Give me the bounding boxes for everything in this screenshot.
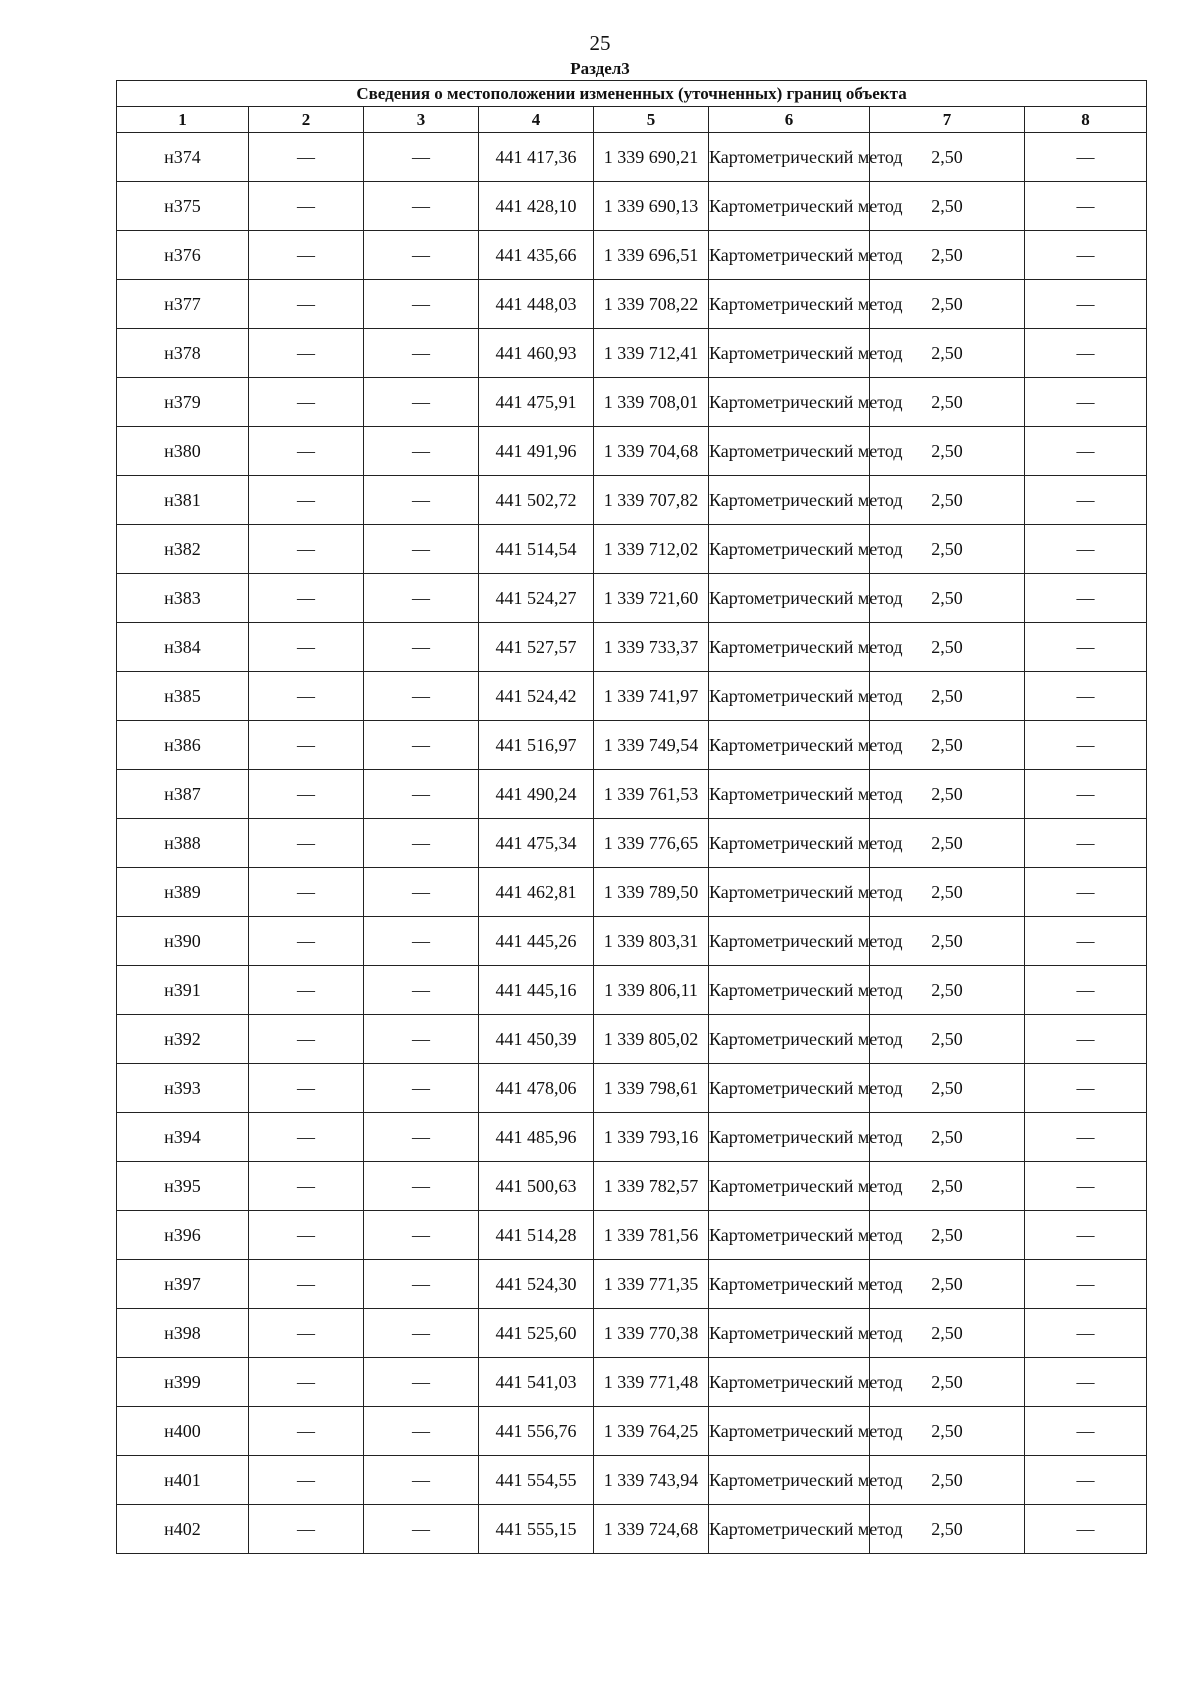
x-coordinate-cell: 441 448,03 [479,280,594,329]
table-row [117,231,1147,280]
col2-cell: — [249,917,364,966]
accuracy-cell: 2,50 [870,427,1025,476]
table-row [117,427,1147,476]
col8-cell: — [1025,1064,1147,1113]
col2-cell: — [249,1064,364,1113]
method-cell: Картометрический метод [709,231,870,280]
point-id-cell: н401 [117,1456,249,1505]
x-coordinate-cell: 441 475,34 [479,819,594,868]
x-coordinate-cell: 441 475,91 [479,378,594,427]
x-coordinate-cell: 441 514,54 [479,525,594,574]
x-coordinate-cell: 441 450,39 [479,1015,594,1064]
col2-cell: — [249,231,364,280]
col2-cell: — [249,672,364,721]
col3-cell: — [364,525,479,574]
col3-cell: — [364,1309,479,1358]
table-row [117,1407,1147,1456]
point-id-cell: н397 [117,1260,249,1309]
col8-cell: — [1025,280,1147,329]
accuracy-cell: 2,50 [870,574,1025,623]
x-coordinate-cell: 441 554,55 [479,1456,594,1505]
y-coordinate-cell: 1 339 690,21 [594,133,709,182]
column-number-1: 1 [117,107,249,133]
method-cell: Картометрический метод [709,1211,870,1260]
col8-cell: — [1025,1113,1147,1162]
point-id-cell: н381 [117,476,249,525]
method-cell: Картометрический метод [709,1260,870,1309]
col3-cell: — [364,280,479,329]
method-cell: Картометрический метод [709,966,870,1015]
col8-cell: — [1025,329,1147,378]
method-cell: Картометрический метод [709,917,870,966]
column-number-6: 6 [709,107,870,133]
accuracy-cell: 2,50 [870,623,1025,672]
y-coordinate-cell: 1 339 707,82 [594,476,709,525]
x-coordinate-cell: 441 514,28 [479,1211,594,1260]
method-cell: Картометрический метод [709,868,870,917]
x-coordinate-cell: 441 525,60 [479,1309,594,1358]
point-id-cell: н395 [117,1162,249,1211]
y-coordinate-cell: 1 339 712,41 [594,329,709,378]
accuracy-cell: 2,50 [870,1064,1025,1113]
point-id-cell: н380 [117,427,249,476]
table-row [117,623,1147,672]
accuracy-cell: 2,50 [870,1358,1025,1407]
y-coordinate-cell: 1 339 798,61 [594,1064,709,1113]
y-coordinate-cell: 1 339 805,02 [594,1015,709,1064]
point-id-cell: н400 [117,1407,249,1456]
col3-cell: — [364,721,479,770]
method-cell: Картометрический метод [709,182,870,231]
accuracy-cell: 2,50 [870,1505,1025,1554]
col2-cell: — [249,280,364,329]
method-cell: Картометрический метод [709,476,870,525]
x-coordinate-cell: 441 462,81 [479,868,594,917]
col8-cell: — [1025,1260,1147,1309]
col2-cell: — [249,1113,364,1162]
column-number-3: 3 [364,107,479,133]
table-row [117,966,1147,1015]
accuracy-cell: 2,50 [870,1456,1025,1505]
method-cell: Картометрический метод [709,623,870,672]
x-coordinate-cell: 441 556,76 [479,1407,594,1456]
point-id-cell: н398 [117,1309,249,1358]
column-number-row [117,107,1147,133]
table-row [117,329,1147,378]
y-coordinate-cell: 1 339 806,11 [594,966,709,1015]
col8-cell: — [1025,623,1147,672]
col2-cell: — [249,623,364,672]
y-coordinate-cell: 1 339 789,50 [594,868,709,917]
col3-cell: — [364,1456,479,1505]
point-id-cell: н394 [117,1113,249,1162]
x-coordinate-cell: 441 524,42 [479,672,594,721]
accuracy-cell: 2,50 [870,1113,1025,1162]
x-coordinate-cell: 441 428,10 [479,182,594,231]
col3-cell: — [364,1015,479,1064]
method-cell: Картометрический метод [709,721,870,770]
col2-cell: — [249,133,364,182]
method-cell: Картометрический метод [709,1162,870,1211]
point-id-cell: н388 [117,819,249,868]
table-row [117,1260,1147,1309]
table-caption: Сведения о местоположении измененных (уточненных) границ объекта [117,81,1147,107]
col8-cell: — [1025,133,1147,182]
y-coordinate-cell: 1 339 696,51 [594,231,709,280]
col8-cell: — [1025,231,1147,280]
col8-cell: — [1025,1456,1147,1505]
y-coordinate-cell: 1 339 724,68 [594,1505,709,1554]
accuracy-cell: 2,50 [870,721,1025,770]
point-id-cell: н383 [117,574,249,623]
col2-cell: — [249,1505,364,1554]
column-number-7: 7 [870,107,1025,133]
accuracy-cell: 2,50 [870,1211,1025,1260]
accuracy-cell: 2,50 [870,672,1025,721]
x-coordinate-cell: 441 541,03 [479,1358,594,1407]
method-cell: Картометрический метод [709,378,870,427]
col3-cell: — [364,966,479,1015]
col3-cell: — [364,574,479,623]
col3-cell: — [364,231,479,280]
method-cell: Картометрический метод [709,133,870,182]
table-row [117,574,1147,623]
x-coordinate-cell: 441 555,15 [479,1505,594,1554]
col8-cell: — [1025,721,1147,770]
table-row [117,378,1147,427]
table-row [117,1456,1147,1505]
col8-cell: — [1025,819,1147,868]
accuracy-cell: 2,50 [870,917,1025,966]
accuracy-cell: 2,50 [870,1260,1025,1309]
col8-cell: — [1025,1358,1147,1407]
col8-cell: — [1025,966,1147,1015]
y-coordinate-cell: 1 339 733,37 [594,623,709,672]
y-coordinate-cell: 1 339 712,02 [594,525,709,574]
table-row [117,1064,1147,1113]
col8-cell: — [1025,427,1147,476]
col2-cell: — [249,721,364,770]
accuracy-cell: 2,50 [870,966,1025,1015]
point-id-cell: н399 [117,1358,249,1407]
accuracy-cell: 2,50 [870,1162,1025,1211]
col8-cell: — [1025,378,1147,427]
col8-cell: — [1025,868,1147,917]
y-coordinate-cell: 1 339 708,22 [594,280,709,329]
accuracy-cell: 2,50 [870,378,1025,427]
table-row [117,1113,1147,1162]
x-coordinate-cell: 441 524,30 [479,1260,594,1309]
y-coordinate-cell: 1 339 741,97 [594,672,709,721]
method-cell: Картометрический метод [709,770,870,819]
accuracy-cell: 2,50 [870,819,1025,868]
method-cell: Картометрический метод [709,280,870,329]
col3-cell: — [364,182,479,231]
col3-cell: — [364,476,479,525]
col2-cell: — [249,868,364,917]
point-id-cell: н377 [117,280,249,329]
table-row [117,182,1147,231]
column-number-5: 5 [594,107,709,133]
method-cell: Картометрический метод [709,1309,870,1358]
table-row [117,917,1147,966]
col2-cell: — [249,329,364,378]
point-id-cell: н374 [117,133,249,182]
point-id-cell: н387 [117,770,249,819]
col3-cell: — [364,819,479,868]
point-id-cell: н396 [117,1211,249,1260]
point-id-cell: н386 [117,721,249,770]
accuracy-cell: 2,50 [870,133,1025,182]
table-row [117,770,1147,819]
x-coordinate-cell: 441 435,66 [479,231,594,280]
point-id-cell: н390 [117,917,249,966]
x-coordinate-cell: 441 478,06 [479,1064,594,1113]
column-number-4: 4 [479,107,594,133]
col8-cell: — [1025,1309,1147,1358]
point-id-cell: н385 [117,672,249,721]
col8-cell: — [1025,1015,1147,1064]
method-cell: Картометрический метод [709,329,870,378]
y-coordinate-cell: 1 339 721,60 [594,574,709,623]
point-id-cell: н375 [117,182,249,231]
point-id-cell: н393 [117,1064,249,1113]
table-row [117,1358,1147,1407]
col2-cell: — [249,182,364,231]
point-id-cell: н379 [117,378,249,427]
col3-cell: — [364,1162,479,1211]
col3-cell: — [364,1358,479,1407]
x-coordinate-cell: 441 417,36 [479,133,594,182]
table-row [117,819,1147,868]
col3-cell: — [364,868,479,917]
method-cell: Картометрический метод [709,1456,870,1505]
table-row [117,476,1147,525]
point-id-cell: н384 [117,623,249,672]
point-id-cell: н376 [117,231,249,280]
col3-cell: — [364,378,479,427]
col2-cell: — [249,1211,364,1260]
col2-cell: — [249,525,364,574]
col2-cell: — [249,1309,364,1358]
table-row [117,1162,1147,1211]
col2-cell: — [249,476,364,525]
y-coordinate-cell: 1 339 793,16 [594,1113,709,1162]
col3-cell: — [364,133,479,182]
col8-cell: — [1025,1162,1147,1211]
method-cell: Картометрический метод [709,672,870,721]
method-cell: Картометрический метод [709,1407,870,1456]
method-cell: Картометрический метод [709,1358,870,1407]
accuracy-cell: 2,50 [870,182,1025,231]
y-coordinate-cell: 1 339 770,38 [594,1309,709,1358]
accuracy-cell: 2,50 [870,1407,1025,1456]
accuracy-cell: 2,50 [870,525,1025,574]
accuracy-cell: 2,50 [870,1015,1025,1064]
col2-cell: — [249,819,364,868]
col3-cell: — [364,1064,479,1113]
y-coordinate-cell: 1 339 704,68 [594,427,709,476]
coordinates-table [116,80,1147,1554]
x-coordinate-cell: 441 485,96 [479,1113,594,1162]
col2-cell: — [249,378,364,427]
table-row [117,672,1147,721]
col3-cell: — [364,770,479,819]
col3-cell: — [364,1211,479,1260]
page-number: 25 [589,31,611,55]
x-coordinate-cell: 441 500,63 [479,1162,594,1211]
method-cell: Картометрический метод [709,1113,870,1162]
table-row [117,721,1147,770]
table-row [117,280,1147,329]
method-cell: Картометрический метод [709,1015,870,1064]
col2-cell: — [249,427,364,476]
x-coordinate-cell: 441 460,93 [479,329,594,378]
col3-cell: — [364,917,479,966]
table-row [117,1505,1147,1554]
col3-cell: — [364,1260,479,1309]
y-coordinate-cell: 1 339 743,94 [594,1456,709,1505]
point-id-cell: н392 [117,1015,249,1064]
col8-cell: — [1025,1407,1147,1456]
col3-cell: — [364,427,479,476]
col2-cell: — [249,1162,364,1211]
col2-cell: — [249,1456,364,1505]
y-coordinate-cell: 1 339 690,13 [594,182,709,231]
x-coordinate-cell: 441 445,16 [479,966,594,1015]
y-coordinate-cell: 1 339 708,01 [594,378,709,427]
col3-cell: — [364,623,479,672]
method-cell: Картометрический метод [709,525,870,574]
col2-cell: — [249,574,364,623]
col3-cell: — [364,1505,479,1554]
column-number-8: 8 [1025,107,1147,133]
col8-cell: — [1025,525,1147,574]
col3-cell: — [364,1407,479,1456]
col3-cell: — [364,329,479,378]
col8-cell: — [1025,574,1147,623]
col2-cell: — [249,1407,364,1456]
method-cell: Картометрический метод [709,1064,870,1113]
accuracy-cell: 2,50 [870,1309,1025,1358]
y-coordinate-cell: 1 339 782,57 [594,1162,709,1211]
point-id-cell: н378 [117,329,249,378]
col8-cell: — [1025,182,1147,231]
table-body [117,133,1147,1554]
x-coordinate-cell: 441 524,27 [479,574,594,623]
point-id-cell: н402 [117,1505,249,1554]
col8-cell: — [1025,672,1147,721]
col2-cell: — [249,1358,364,1407]
accuracy-cell: 2,50 [870,231,1025,280]
col2-cell: — [249,770,364,819]
col3-cell: — [364,672,479,721]
table-row [117,868,1147,917]
y-coordinate-cell: 1 339 749,54 [594,721,709,770]
table-row [117,1015,1147,1064]
y-coordinate-cell: 1 339 761,53 [594,770,709,819]
column-number-2: 2 [249,107,364,133]
y-coordinate-cell: 1 339 764,25 [594,1407,709,1456]
accuracy-cell: 2,50 [870,868,1025,917]
col3-cell: — [364,1113,479,1162]
x-coordinate-cell: 441 502,72 [479,476,594,525]
method-cell: Картометрический метод [709,427,870,476]
accuracy-cell: 2,50 [870,476,1025,525]
col8-cell: — [1025,1211,1147,1260]
y-coordinate-cell: 1 339 781,56 [594,1211,709,1260]
y-coordinate-cell: 1 339 771,35 [594,1260,709,1309]
accuracy-cell: 2,50 [870,770,1025,819]
point-id-cell: н389 [117,868,249,917]
table-row [117,1211,1147,1260]
x-coordinate-cell: 441 516,97 [479,721,594,770]
col8-cell: — [1025,1505,1147,1554]
method-cell: Картометрический метод [709,1505,870,1554]
table-row [117,133,1147,182]
x-coordinate-cell: 441 527,57 [479,623,594,672]
col2-cell: — [249,1260,364,1309]
y-coordinate-cell: 1 339 803,31 [594,917,709,966]
col8-cell: — [1025,476,1147,525]
x-coordinate-cell: 441 445,26 [479,917,594,966]
y-coordinate-cell: 1 339 771,48 [594,1358,709,1407]
point-id-cell: н391 [117,966,249,1015]
table-row [117,525,1147,574]
col2-cell: — [249,1015,364,1064]
point-id-cell: н382 [117,525,249,574]
accuracy-cell: 2,50 [870,280,1025,329]
col2-cell: — [249,966,364,1015]
x-coordinate-cell: 441 491,96 [479,427,594,476]
x-coordinate-cell: 441 490,24 [479,770,594,819]
table-row [117,1309,1147,1358]
section-title: Раздел3 [570,59,630,78]
method-cell: Картометрический метод [709,819,870,868]
accuracy-cell: 2,50 [870,329,1025,378]
col8-cell: — [1025,917,1147,966]
y-coordinate-cell: 1 339 776,65 [594,819,709,868]
method-cell: Картометрический метод [709,574,870,623]
col8-cell: — [1025,770,1147,819]
